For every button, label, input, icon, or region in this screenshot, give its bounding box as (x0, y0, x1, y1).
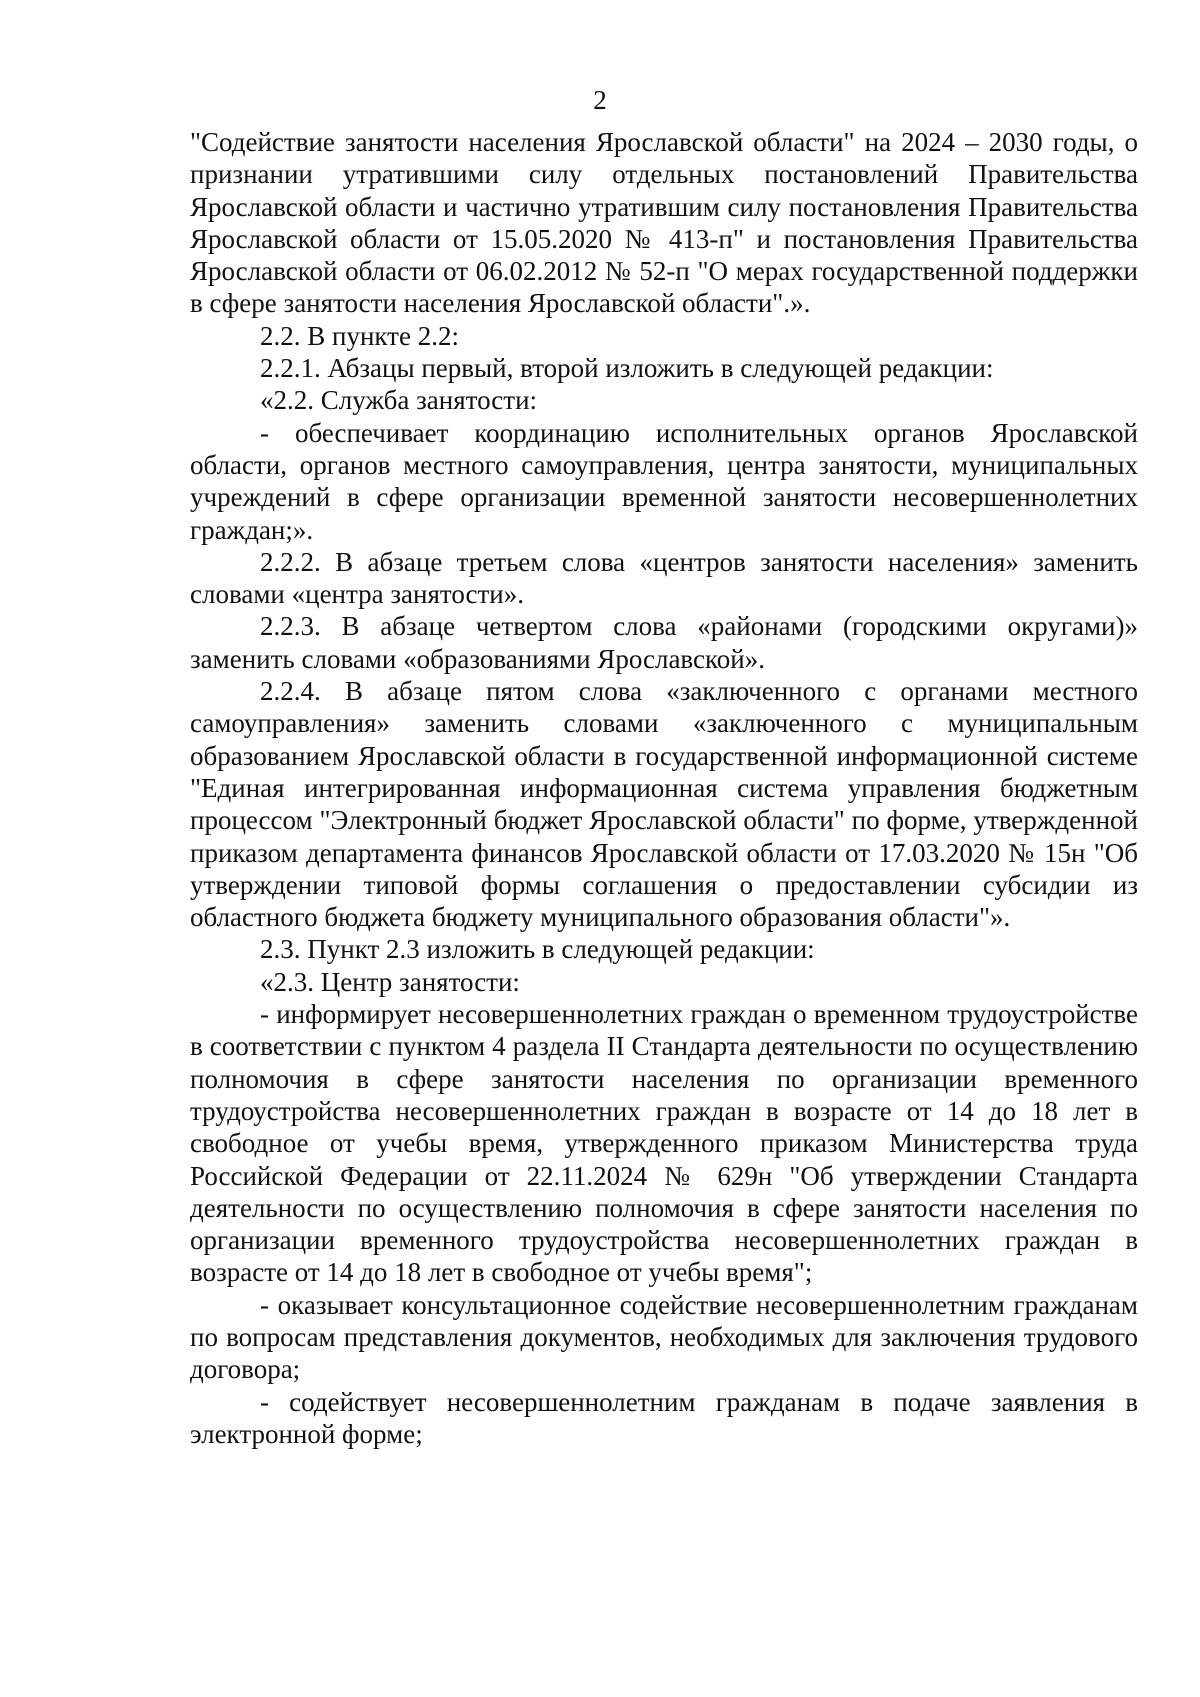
paragraph-continuation: "Содействие занятости населения Ярославской области" на 2024 – 2030 годы, о признании утратившими силу отдельных постановлений Правительства Ярославской области и частично утратившим силу постановления Правительства Ярославской области от 15.05.2020 № 413-п" и постановления Правительства Ярославской области от 06.02.2012 № 52-п "О мерах государственной поддержки в сфере занятости населения Ярославской области".». (190, 127, 1138, 319)
paragraph-2-3-quote: «2.3. Центр занятости: (260, 966, 520, 997)
paragraph-2-2-3: 2.2.3. В абзаце четвертом слова «районами (городскими округами)» заменить словами «образованиями Ярославской». (190, 611, 1138, 674)
document-body (190, 126, 1138, 1450)
paragraph-2-3: 2.3. Пункт 2.3 изложить в следующей редакции: (260, 934, 815, 965)
paragraph-informs-item: - информирует несовершеннолетних граждан о временном трудоустройстве в соответствии с пунктом 4 раздела II Стандарта деятельности по осуществлению полномочия в сфере занятости населения по организации временного трудоустройства несовершеннолетних граждан в возрасте от 14 до 18 лет в свободное от учебы время, утвержденного приказом Министерства труда Российской Федерации от 22.11.2024 № 629н "Об утверждении Стандарта деятельности по осуществлению полномочия в сфере занятости населения по организации временного трудоустройства несовершеннолетних граждан в возрасте от 14 до 18 лет в свободное от учебы время"; (190, 999, 1138, 1288)
paragraph-2-2-2: 2.2.2. В абзаце третьем слова «центров занятости населения» заменить словами «центра занятости». (190, 546, 1138, 610)
paragraph-coordination-item: - обеспечивает координацию исполнительных органов Ярославской области, органов местного самоуправления, центра занятости, муниципальных учреждений в сфере организации временной занятости несовершеннолетних граждан;». (190, 417, 1138, 545)
paragraph-2-2-1: 2.2.1. Абзацы первый, второй изложить в следующей редакции: (260, 353, 994, 384)
paragraph-2-2: 2.2. В пункте 2.2: (260, 320, 459, 351)
paragraph-2-2-quote: «2.2. Служба занятости: (260, 385, 538, 416)
paragraph-assists-item: - содействует несовершеннолетним гражданам в подаче заявления в электронной форме; (190, 1386, 1138, 1449)
page-number: 2 (593, 85, 607, 115)
paragraph-2-2-4: 2.2.4. В абзаце пятом слова «заключенного с органами местного самоуправления» заменить словами «заключенного с муниципальным образованием Ярославской области в государственной информационной системе "Единая интегрированная информационная система управления бюджетным процессом "Электронный бюджет Ярославской области" по форме, утвержденной приказом департамента финансов Ярославской области от 17.03.2020 № 15н "Об утверждении типовой формы соглашения о предоставлении субсидии из областного бюджета бюджету муниципального образования области"». (190, 676, 1138, 933)
paragraph-consults-item: - оказывает консультационное содействие несовершеннолетним гражданам по вопросам представления документов, необходимых для заключения трудового договора; (190, 1289, 1138, 1385)
